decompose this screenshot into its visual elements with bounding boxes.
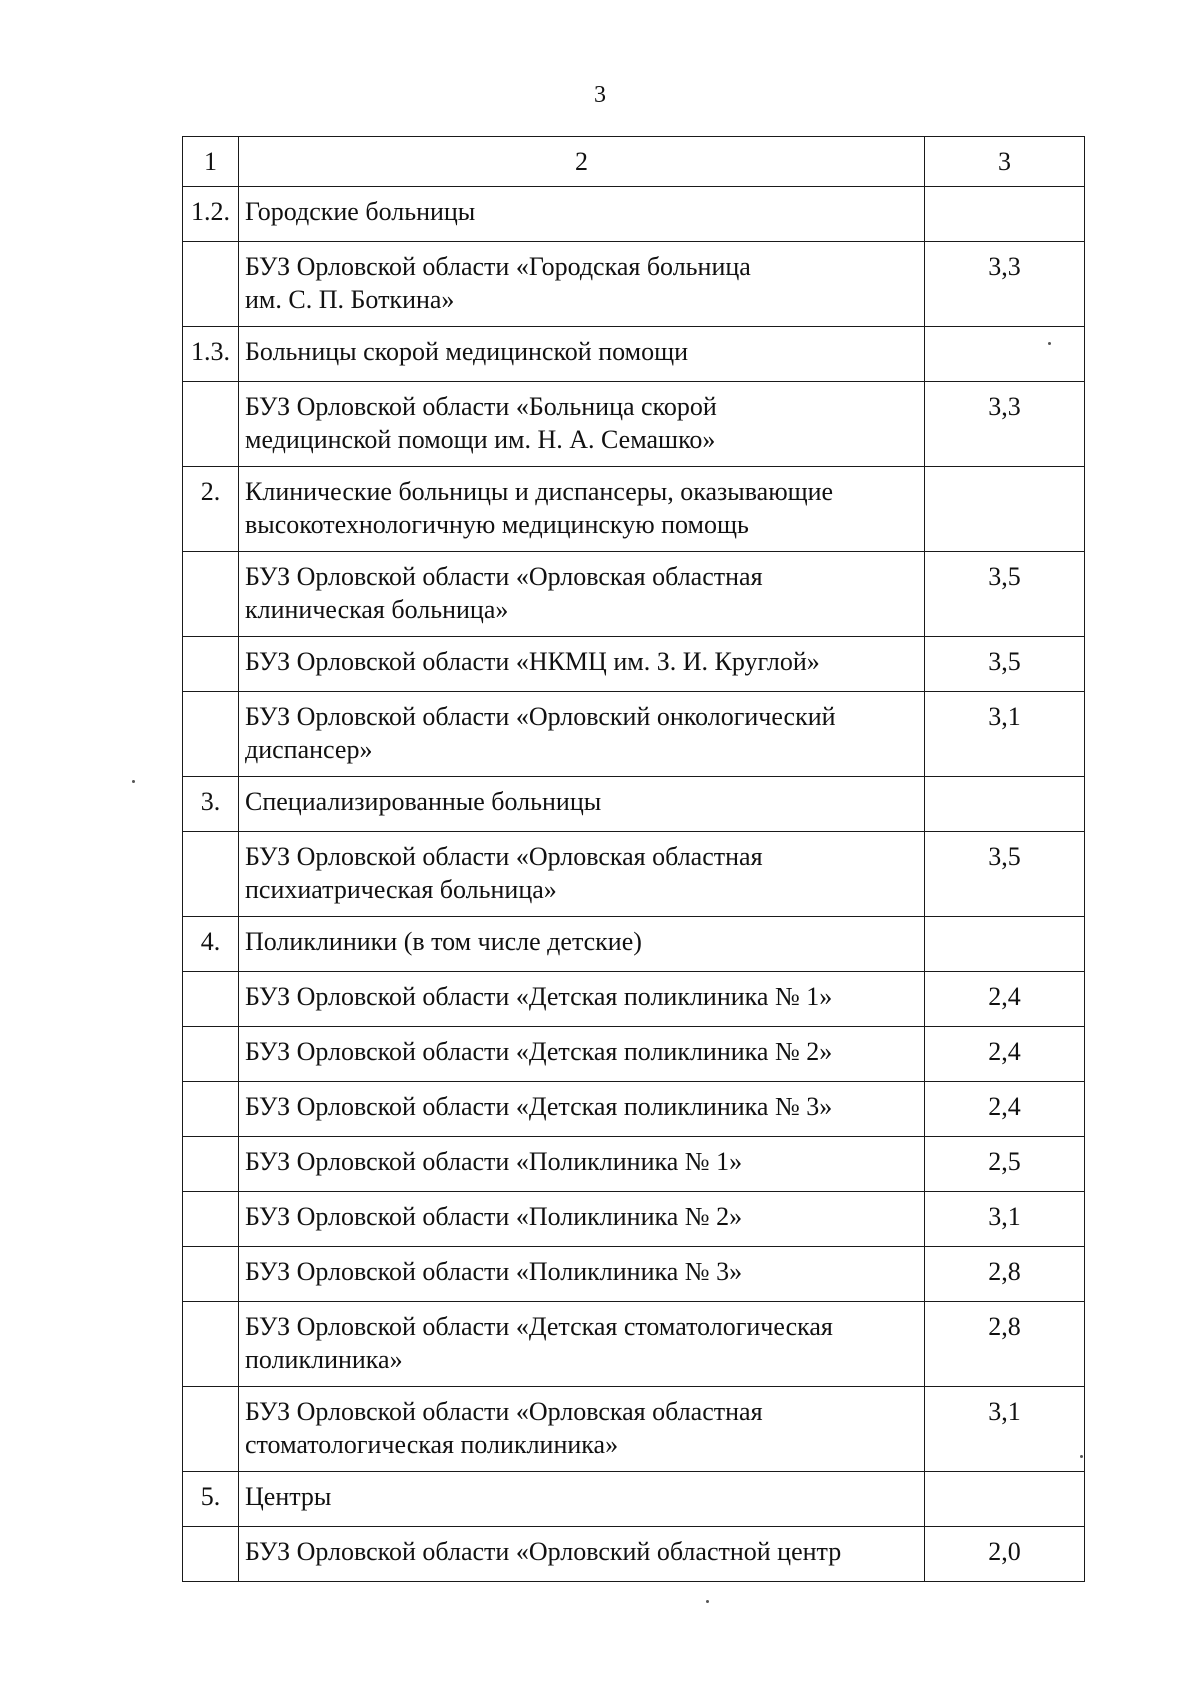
name-line: БУЗ Орловской области «Больница скорой: [245, 392, 717, 421]
row-number: 3.: [183, 777, 239, 832]
coefficient-value: [925, 187, 1085, 242]
table-row: [183, 242, 1085, 327]
row-number: [183, 1027, 239, 1082]
section-title: Больницы скорой медицинской помощи: [239, 327, 925, 382]
table-row: [183, 1137, 1085, 1192]
coefficient-value: 2,4: [925, 1082, 1085, 1137]
row-number: [183, 382, 239, 467]
table-row: [183, 1192, 1085, 1247]
coefficient-value: 3,5: [925, 552, 1085, 637]
name-line: стоматологическая поликлиника»: [245, 1430, 619, 1459]
institution-name: [239, 1387, 925, 1472]
name-line: клиническая больница»: [245, 595, 509, 624]
row-number: [183, 1192, 239, 1247]
row-number: [183, 1527, 239, 1582]
name-line: БУЗ Орловской области «Детская стоматологическая: [245, 1312, 833, 1341]
institution-name: БУЗ Орловской области «Поликлиника № 1»: [239, 1137, 925, 1192]
section-title: Поликлиники (в том числе детские): [239, 917, 925, 972]
section-row: [183, 917, 1085, 972]
coefficient-value: 3,1: [925, 1387, 1085, 1472]
coefficient-value: 3,3: [925, 382, 1085, 467]
institution-name: БУЗ Орловской области «Детская поликлиника № 1»: [239, 972, 925, 1027]
header-cell-1: 1: [183, 137, 239, 187]
row-number: [183, 552, 239, 637]
section-title: Специализированные больницы: [239, 777, 925, 832]
institution-name: [239, 382, 925, 467]
scan-speck: [1048, 342, 1051, 345]
row-number: [183, 1387, 239, 1472]
table-row: [183, 1387, 1085, 1472]
coefficient-value: [925, 777, 1085, 832]
coefficient-value: [925, 1472, 1085, 1527]
section-row: [183, 1472, 1085, 1527]
name-line: им. С. П. Боткина»: [245, 285, 455, 314]
name-line: БУЗ Орловской области «Орловский онкологический: [245, 702, 836, 731]
section-row: [183, 777, 1085, 832]
institution-name: [239, 692, 925, 777]
name-line: медицинской помощи им. Н. А. Семашко»: [245, 425, 716, 454]
table-row: [183, 832, 1085, 917]
coefficient-value: [925, 327, 1085, 382]
header-cell-2: 2: [239, 137, 925, 187]
table-row: [183, 972, 1085, 1027]
institution-name: [239, 552, 925, 637]
name-line: поликлиника»: [245, 1345, 403, 1374]
section-row: [183, 327, 1085, 382]
table-header-row: [183, 137, 1085, 187]
table-row: [183, 1027, 1085, 1082]
row-number: [183, 637, 239, 692]
row-number: 1.2.: [183, 187, 239, 242]
row-number: [183, 1247, 239, 1302]
coefficient-value: 3,1: [925, 1192, 1085, 1247]
row-number: [183, 242, 239, 327]
institution-name: БУЗ Орловской области «Детская поликлиника № 2»: [239, 1027, 925, 1082]
row-number: [183, 1302, 239, 1387]
coefficient-value: 2,8: [925, 1247, 1085, 1302]
name-line: Клинические больницы и диспансеры, оказывающие: [245, 477, 834, 506]
institution-name: БУЗ Орловской области «НКМЦ им. З. И. Круглой»: [239, 637, 925, 692]
name-line: БУЗ Орловской области «Городская больница: [245, 252, 751, 281]
row-number: [183, 1082, 239, 1137]
coefficient-value: 3,3: [925, 242, 1085, 327]
row-number: [183, 972, 239, 1027]
name-line: БУЗ Орловской области «Орловская областная: [245, 1397, 763, 1426]
table-body: [183, 137, 1085, 1582]
name-line: психиатрическая больница»: [245, 875, 557, 904]
section-row: [183, 187, 1085, 242]
name-line: БУЗ Орловской области «Орловская областная: [245, 842, 763, 871]
institution-name: [239, 242, 925, 327]
page-number: 3: [594, 82, 606, 108]
row-number: [183, 832, 239, 917]
table-row: [183, 382, 1085, 467]
row-number: 2.: [183, 467, 239, 552]
section-title: [239, 467, 925, 552]
coefficient-value: [925, 917, 1085, 972]
coefficient-value: 3,5: [925, 832, 1085, 917]
table-row: [183, 552, 1085, 637]
scan-speck: [132, 780, 135, 783]
table-row: [183, 637, 1085, 692]
row-number: [183, 1137, 239, 1192]
name-line: диспансер»: [245, 735, 373, 764]
institution-name: БУЗ Орловской области «Детская поликлиника № 3»: [239, 1082, 925, 1137]
row-number: [183, 692, 239, 777]
row-number: 4.: [183, 917, 239, 972]
section-row: [183, 467, 1085, 552]
section-title: Центры: [239, 1472, 925, 1527]
coefficient-value: 2,5: [925, 1137, 1085, 1192]
scan-speck: [1080, 1455, 1083, 1458]
table-row: [183, 1527, 1085, 1582]
name-line: БУЗ Орловской области «Орловская областная: [245, 562, 763, 591]
coefficient-value: 2,4: [925, 972, 1085, 1027]
table-row: [183, 692, 1085, 777]
coefficient-value: 2,8: [925, 1302, 1085, 1387]
row-number: 1.3.: [183, 327, 239, 382]
scan-speck: [706, 1600, 709, 1603]
table-row: [183, 1302, 1085, 1387]
table-row: [183, 1082, 1085, 1137]
institution-name: БУЗ Орловской области «Поликлиника № 3»: [239, 1247, 925, 1302]
coefficient-value: 2,0: [925, 1527, 1085, 1582]
institution-name: БУЗ Орловской области «Поликлиника № 2»: [239, 1192, 925, 1247]
institution-name: [239, 1302, 925, 1387]
institution-name: БУЗ Орловской области «Орловский областной центр: [239, 1527, 925, 1582]
header-cell-3: 3: [925, 137, 1085, 187]
coefficient-value: 3,5: [925, 637, 1085, 692]
name-line: высокотехнологичную медицинскую помощь: [245, 510, 749, 539]
coefficient-value: 2,4: [925, 1027, 1085, 1082]
coefficient-value: 3,1: [925, 692, 1085, 777]
coefficient-value: [925, 467, 1085, 552]
table-row: [183, 1247, 1085, 1302]
row-number: 5.: [183, 1472, 239, 1527]
rates-table: [182, 136, 1085, 1582]
section-title: Городские больницы: [239, 187, 925, 242]
institution-name: [239, 832, 925, 917]
